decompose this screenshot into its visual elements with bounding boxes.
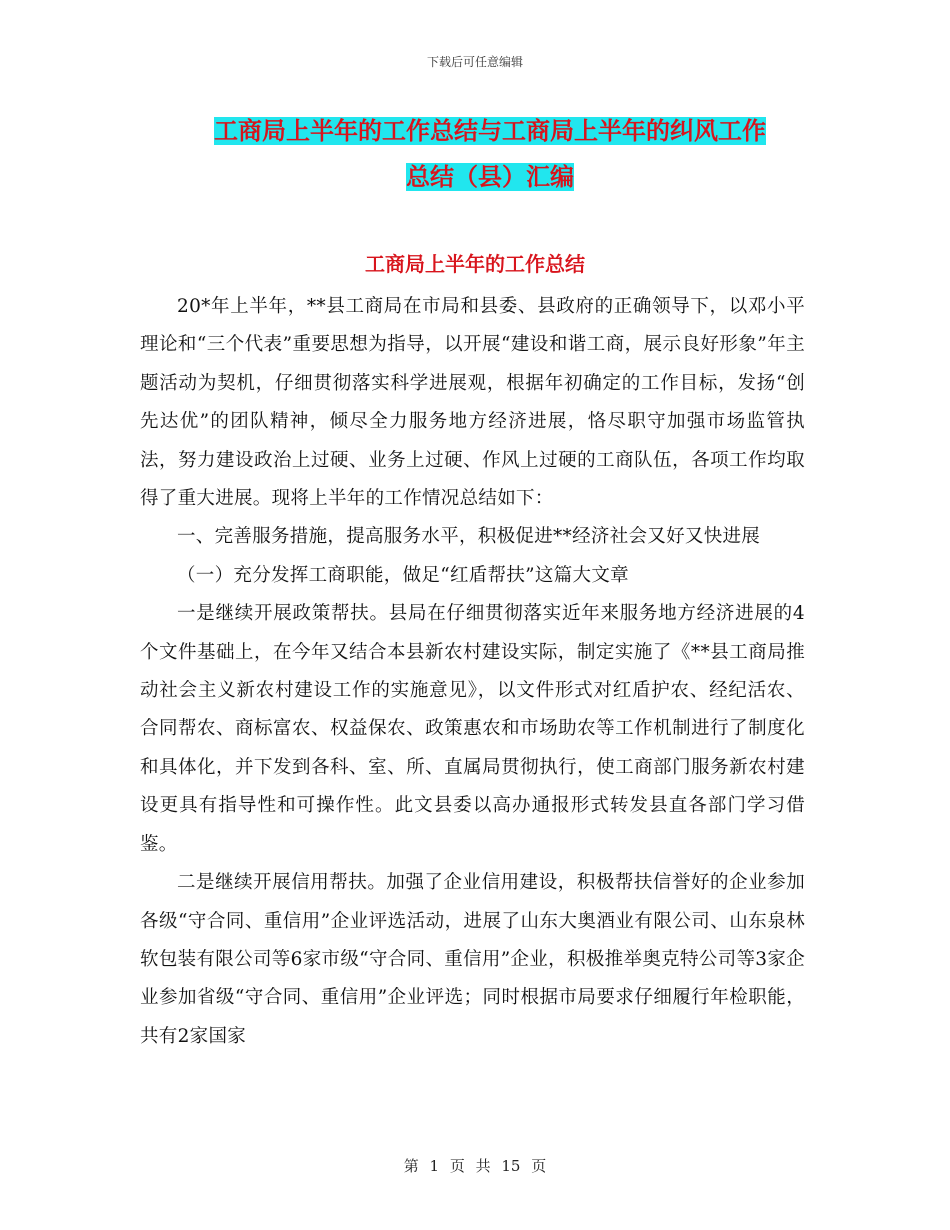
page-footer: 第 1 页 共 15 页 — [403, 1157, 547, 1175]
paragraph-policy-support: 一是继续开展政策帮扶。县局在仔细贯彻落实近年来服务地方经济进展的4个文件基础上，在今年又结合本县新农村建设实际，制定实施了《**县工商局推动社会主义新农村建设工作的实施意见》，以文件形式对红盾护农、经纪活农、合同帮农、商标富农、权益保农、政策惠农和市场助农等工作机制进行了制度化和具体化，并下发到各科、室、所、直属局贯彻执行，使工商部门服务新农村建设更具有指导性和可操作性。此文县委以高办通报形式转发县直各部门学习借鉴。 — [140, 603, 805, 855]
paragraph-subheading-1: （一）充分发挥工商职能，做足“红盾帮扶”这篇大文章 — [177, 564, 629, 586]
document-title-line-2: 总结（县）汇编 — [406, 163, 574, 191]
paragraph-credit-support: 二是继续开展信用帮扶。加强了企业信用建设，积极帮扶信誉好的企业参加各级“守合同、重信用”企业评选活动，进展了山东大奥酒业有限公司、山东泉林软包装有限公司等6家市级“守合同、重信用”企业，积极推举奥克特公司等3家企业参加省级“守合同、重信用”企业评选；同时根据市局要求仔细履行年检职能，共有2家国家 — [140, 872, 805, 1047]
document-title-line-1: 工商局上半年的工作总结与工商局上半年的纠风工作 — [214, 117, 766, 145]
document-title — [140, 108, 840, 200]
document-body — [140, 288, 805, 1056]
paragraph-intro: 20*年上半年，**县工商局在市局和县委、县政府的正确领导下，以邓小平理论和“三个代表”重要思想为指导，以开展“建设和谐工商，展示良好形象”年主题活动为契机，仔细贯彻落实科学进展观，根据年初确定的工作目标，发扬“创先达优”的团队精神，倾尽全力服务地方经济进展，恪尽职守加强市场监管执法，努力建设政治上过硬、业务上过硬、作风上过硬的工商队伍，各项工作均取得了重大进展。现将上半年的工作情况总结如下： — [140, 296, 805, 510]
section-title: 工商局上半年的工作总结 — [365, 252, 585, 276]
header-note: 下载后可任意编辑 — [426, 55, 523, 69]
paragraph-heading-1: 一、完善服务措施，提高服务水平，积极促进**经济社会又好又快进展 — [177, 526, 761, 548]
